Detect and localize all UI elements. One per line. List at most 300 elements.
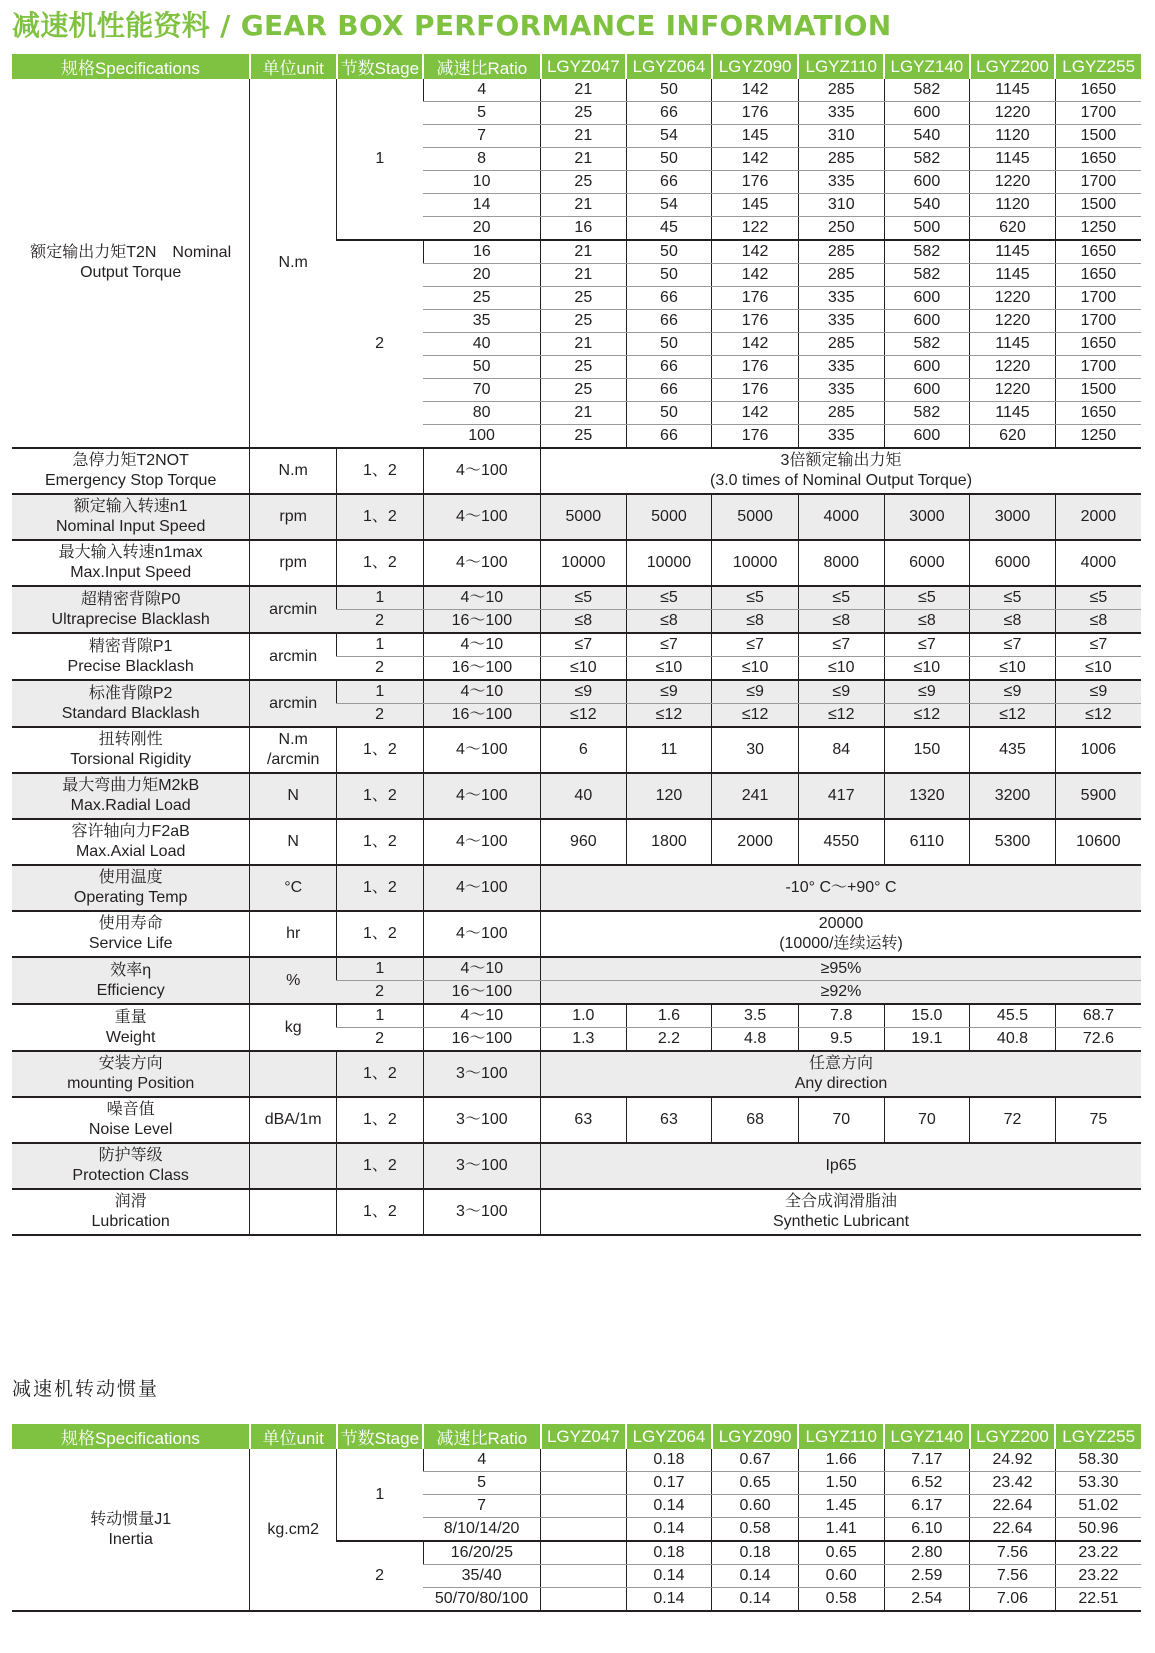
value-cell: 40 bbox=[541, 773, 627, 819]
spec-label-line: Protection Class bbox=[72, 1167, 189, 1184]
value-cell: 25 bbox=[541, 171, 627, 194]
ratio-cell: 50/70/80/100 bbox=[423, 1588, 540, 1612]
column-header: LGYZ140 bbox=[884, 54, 970, 79]
inertia-title: 减速机转动惯量 bbox=[12, 1378, 160, 1400]
column-header: LGYZ090 bbox=[712, 54, 799, 79]
ratio-cell: 80 bbox=[423, 402, 540, 425]
value-cell: 600 bbox=[884, 102, 970, 125]
value-cell: 66 bbox=[626, 310, 712, 333]
value-cell: 51.02 bbox=[1055, 1495, 1141, 1518]
value-cell bbox=[541, 911, 1141, 957]
value-cell: 310 bbox=[798, 125, 884, 148]
value-cell: 435 bbox=[970, 727, 1056, 773]
value-cell: 5000 bbox=[712, 494, 799, 540]
value-cell: 176 bbox=[712, 379, 799, 402]
unit-cell bbox=[250, 1143, 337, 1189]
value-cell bbox=[541, 1051, 1141, 1097]
spec-label-line: 效率η bbox=[110, 961, 152, 979]
value-cell: 0.14 bbox=[626, 1518, 712, 1542]
spec-label-line: Standard Blacklash bbox=[61, 704, 200, 722]
value-cell: 50 bbox=[626, 264, 712, 287]
spec-label-line: Max.Axial Load bbox=[75, 843, 186, 860]
value-cell: 241 bbox=[712, 773, 799, 819]
value-cell: 0.65 bbox=[798, 1541, 884, 1565]
value-cell: 582 bbox=[884, 333, 970, 356]
stage-cell: 1、2 bbox=[337, 819, 424, 865]
value-cell: 142 bbox=[712, 148, 799, 171]
value-cell: 1.66 bbox=[798, 1449, 884, 1472]
value-cell: 0.65 bbox=[712, 1472, 799, 1495]
value-cell: ≤8 bbox=[712, 610, 799, 634]
value-cell: 40.8 bbox=[970, 1028, 1056, 1052]
value-cell: ≤9 bbox=[541, 680, 627, 704]
value-cell: ≤10 bbox=[884, 657, 970, 681]
value-cell-line: 20000 bbox=[818, 915, 864, 932]
value-cell: 600 bbox=[884, 287, 970, 310]
value-cell: ≤12 bbox=[541, 704, 627, 728]
value-cell: 0.14 bbox=[712, 1588, 799, 1612]
ratio-cell: 100 bbox=[423, 425, 540, 449]
value-cell: 1145 bbox=[970, 333, 1056, 356]
ratio-cell: 40 bbox=[423, 333, 540, 356]
spec-label-line: 容许轴向力F2aB bbox=[71, 823, 190, 840]
value-cell: ≤9 bbox=[712, 680, 799, 704]
value-cell: 0.58 bbox=[798, 1588, 884, 1612]
value-cell: 1650 bbox=[1055, 79, 1141, 102]
ratio-cell: 4～100 bbox=[423, 727, 540, 773]
unit-cell: rpm bbox=[250, 540, 337, 586]
value-cell: 1700 bbox=[1055, 310, 1141, 333]
value-cell: ≤12 bbox=[798, 704, 884, 728]
ratio-cell: 10 bbox=[423, 171, 540, 194]
ratio-cell: 8 bbox=[423, 148, 540, 171]
value-cell: ≤9 bbox=[884, 680, 970, 704]
value-cell: ≤10 bbox=[541, 657, 627, 681]
table-row bbox=[12, 540, 1141, 586]
value-cell: 620 bbox=[970, 217, 1056, 241]
value-cell bbox=[541, 1189, 1141, 1235]
value-cell: 176 bbox=[712, 171, 799, 194]
value-cell: 5000 bbox=[541, 494, 627, 540]
value-cell: 6000 bbox=[970, 540, 1056, 586]
spec-label-line: Efficiency bbox=[96, 981, 165, 999]
ratio-cell: 16～100 bbox=[423, 981, 540, 1005]
value-cell: 7.56 bbox=[970, 1541, 1056, 1565]
value-cell: ≤5 bbox=[541, 586, 627, 610]
spec-label-line: 安装方向 bbox=[98, 1055, 163, 1072]
value-cell: ≤12 bbox=[884, 704, 970, 728]
unit-cell: arcmin bbox=[250, 633, 337, 680]
value-cell-line: (3.0 times of Nominal Output Torque) bbox=[709, 472, 973, 489]
value-cell: 45.5 bbox=[970, 1004, 1056, 1028]
value-cell: ≤10 bbox=[798, 657, 884, 681]
value-cell: 3000 bbox=[970, 494, 1056, 540]
value-cell: 500 bbox=[884, 217, 970, 241]
stage-cell: 2 bbox=[337, 240, 424, 448]
value-cell: 285 bbox=[798, 264, 884, 287]
value-cell: 6.17 bbox=[884, 1495, 970, 1518]
value-cell: 285 bbox=[798, 79, 884, 102]
spec-label-line: Noise Level bbox=[88, 1121, 173, 1138]
value-cell bbox=[541, 1472, 627, 1495]
value-cell: 10600 bbox=[1055, 819, 1141, 865]
spec-label-line: 重量 bbox=[114, 1008, 147, 1026]
value-cell: ≤8 bbox=[884, 610, 970, 634]
value-cell: ≥92% bbox=[541, 981, 1141, 1005]
stage-cell: 2 bbox=[337, 657, 424, 681]
spec-label-line: Precise Blacklash bbox=[67, 657, 194, 675]
value-cell: 63 bbox=[626, 1097, 712, 1143]
value-cell: ≤10 bbox=[626, 657, 712, 681]
value-cell: 21 bbox=[541, 240, 627, 264]
spec-label bbox=[12, 1097, 250, 1143]
ratio-cell: 16～100 bbox=[423, 704, 540, 728]
ratio-cell: 4 bbox=[423, 79, 540, 102]
stage-cell: 1、2 bbox=[337, 448, 424, 494]
value-cell: 1700 bbox=[1055, 171, 1141, 194]
spec-label bbox=[12, 957, 250, 1004]
spec-label-line: Torsional Rigidity bbox=[70, 751, 192, 768]
value-cell: 1650 bbox=[1055, 148, 1141, 171]
value-cell bbox=[541, 1495, 627, 1518]
stage-cell: 1、2 bbox=[337, 1051, 424, 1097]
spec-label-line: Max.Radial Load bbox=[70, 797, 191, 814]
ratio-cell: 8/10/14/20 bbox=[423, 1518, 540, 1542]
value-cell: 1120 bbox=[970, 194, 1056, 217]
ratio-cell: 7 bbox=[423, 125, 540, 148]
value-cell: 2.59 bbox=[884, 1565, 970, 1588]
value-cell: 84 bbox=[798, 727, 884, 773]
stage-cell: 1 bbox=[337, 1449, 424, 1541]
ratio-cell: 25 bbox=[423, 287, 540, 310]
ratio-cell: 5 bbox=[423, 1472, 540, 1495]
ratio-cell: 35/40 bbox=[423, 1565, 540, 1588]
column-header: LGYZ090 bbox=[712, 1424, 799, 1449]
value-cell: ≤7 bbox=[712, 633, 799, 657]
value-cell: 0.67 bbox=[712, 1449, 799, 1472]
value-cell: 50 bbox=[626, 333, 712, 356]
value-cell: 1145 bbox=[970, 79, 1056, 102]
column-header: LGYZ064 bbox=[626, 1424, 712, 1449]
value-cell: 1.50 bbox=[798, 1472, 884, 1495]
column-header: 规格Specifications bbox=[12, 1424, 250, 1449]
value-cell: ≤8 bbox=[798, 610, 884, 634]
table-row bbox=[12, 865, 1141, 911]
spec-label-line: 使用温度 bbox=[98, 869, 163, 886]
table-row bbox=[12, 586, 1141, 610]
value-cell: 66 bbox=[626, 356, 712, 379]
value-cell: 1.6 bbox=[626, 1004, 712, 1028]
ratio-cell: 3～100 bbox=[423, 1097, 540, 1143]
value-cell: 1145 bbox=[970, 240, 1056, 264]
table-header bbox=[12, 54, 1141, 79]
column-header: LGYZ047 bbox=[541, 54, 627, 79]
value-cell-line: Synthetic Lubricant bbox=[772, 1213, 910, 1230]
value-cell: 142 bbox=[712, 333, 799, 356]
table-row bbox=[12, 1097, 1141, 1143]
unit-cell bbox=[250, 727, 337, 773]
column-header: LGYZ200 bbox=[970, 1424, 1056, 1449]
value-cell: 1320 bbox=[884, 773, 970, 819]
value-cell: 25 bbox=[541, 310, 627, 333]
ratio-cell: 3～100 bbox=[423, 1189, 540, 1235]
value-cell: 1220 bbox=[970, 287, 1056, 310]
value-cell: 3200 bbox=[970, 773, 1056, 819]
spec-label bbox=[12, 540, 250, 586]
value-cell: 30 bbox=[712, 727, 799, 773]
unit-cell: % bbox=[250, 957, 337, 1004]
table-row bbox=[12, 680, 1141, 704]
column-header: 节数Stage bbox=[337, 54, 424, 79]
ratio-cell: 4～10 bbox=[423, 680, 540, 704]
value-cell: 1145 bbox=[970, 402, 1056, 425]
value-cell: 145 bbox=[712, 125, 799, 148]
stage-cell: 2 bbox=[337, 981, 424, 1005]
stage-cell: 1、2 bbox=[337, 1097, 424, 1143]
spec-label-line: Output Torque bbox=[80, 264, 182, 281]
stage-cell: 1、2 bbox=[337, 1189, 424, 1235]
value-cell: 2.80 bbox=[884, 1541, 970, 1565]
value-cell: 1.0 bbox=[541, 1004, 627, 1028]
ratio-cell: 4～10 bbox=[423, 633, 540, 657]
value-cell: 4550 bbox=[798, 819, 884, 865]
ratio-cell: 35 bbox=[423, 310, 540, 333]
table-row bbox=[12, 957, 1141, 981]
ratio-cell: 14 bbox=[423, 194, 540, 217]
ratio-cell: 16/20/25 bbox=[423, 1541, 540, 1565]
value-cell: 1650 bbox=[1055, 402, 1141, 425]
value-cell: ≤12 bbox=[970, 704, 1056, 728]
value-cell: 6 bbox=[541, 727, 627, 773]
value-cell: 7.17 bbox=[884, 1449, 970, 1472]
value-cell: 1145 bbox=[970, 264, 1056, 287]
value-cell: 1120 bbox=[970, 125, 1056, 148]
column-header: LGYZ140 bbox=[884, 1424, 970, 1449]
spec-label bbox=[12, 633, 250, 680]
spec-label bbox=[12, 1189, 250, 1235]
spec-label-line: Operating Temp bbox=[73, 889, 188, 906]
value-cell: -10° C～+90° C bbox=[541, 865, 1141, 911]
value-cell: 0.18 bbox=[626, 1449, 712, 1472]
value-cell: 1700 bbox=[1055, 102, 1141, 125]
value-cell: ≤9 bbox=[798, 680, 884, 704]
value-cell: 1220 bbox=[970, 356, 1056, 379]
value-cell: 0.14 bbox=[712, 1565, 799, 1588]
value-cell: ≤7 bbox=[541, 633, 627, 657]
value-cell: 21 bbox=[541, 402, 627, 425]
spec-label-line: 额定输入转速n1 bbox=[73, 498, 188, 515]
value-cell: 10000 bbox=[541, 540, 627, 586]
column-header: 减速比Ratio bbox=[423, 54, 540, 79]
spec-label bbox=[12, 1004, 250, 1051]
column-header: 节数Stage bbox=[337, 1424, 424, 1449]
unit-cell: arcmin bbox=[250, 586, 337, 633]
value-cell: 8000 bbox=[798, 540, 884, 586]
stage-cell: 1 bbox=[337, 79, 424, 240]
value-cell-line: (10000/连续运转) bbox=[779, 935, 903, 952]
spec-label-line: 标准背隙P2 bbox=[88, 684, 173, 702]
value-cell: 2.54 bbox=[884, 1588, 970, 1612]
stage-cell: 1 bbox=[337, 957, 424, 981]
value-cell: 600 bbox=[884, 356, 970, 379]
value-cell-line: 3倍额定输出力矩 bbox=[780, 452, 902, 469]
spec-label bbox=[12, 911, 250, 957]
ratio-cell: 16～100 bbox=[423, 610, 540, 634]
spec-label bbox=[12, 494, 250, 540]
value-cell: 2000 bbox=[712, 819, 799, 865]
stage-cell: 2 bbox=[337, 1028, 424, 1052]
spec-label bbox=[12, 773, 250, 819]
ratio-cell: 20 bbox=[423, 264, 540, 287]
value-cell: 3.5 bbox=[712, 1004, 799, 1028]
table-row bbox=[12, 1004, 1141, 1028]
value-cell: 2.2 bbox=[626, 1028, 712, 1052]
ratio-cell: 4～100 bbox=[423, 494, 540, 540]
spec-label-line: Weight bbox=[105, 1028, 156, 1046]
ratio-cell: 70 bbox=[423, 379, 540, 402]
value-cell: Ip65 bbox=[541, 1143, 1141, 1189]
value-cell: ≤10 bbox=[712, 657, 799, 681]
value-cell: 70 bbox=[884, 1097, 970, 1143]
value-cell: 176 bbox=[712, 425, 799, 449]
value-cell: 1220 bbox=[970, 310, 1056, 333]
value-cell: 0.14 bbox=[626, 1588, 712, 1612]
value-cell: 66 bbox=[626, 102, 712, 125]
value-cell: 21 bbox=[541, 79, 627, 102]
table-row bbox=[12, 1449, 1141, 1472]
column-header: LGYZ200 bbox=[970, 54, 1056, 79]
value-cell: 25 bbox=[541, 379, 627, 402]
value-cell: 58.30 bbox=[1055, 1449, 1141, 1472]
stage-cell: 1、2 bbox=[337, 494, 424, 540]
value-cell: 54 bbox=[626, 125, 712, 148]
value-cell: ≤8 bbox=[1055, 610, 1141, 634]
spec-label-line: mounting Position bbox=[67, 1075, 195, 1092]
value-cell: ≤9 bbox=[626, 680, 712, 704]
value-cell: 6.52 bbox=[884, 1472, 970, 1495]
value-cell: 582 bbox=[884, 264, 970, 287]
value-cell: 66 bbox=[626, 379, 712, 402]
stage-cell: 1 bbox=[337, 633, 424, 657]
value-cell: 540 bbox=[884, 194, 970, 217]
value-cell: 0.18 bbox=[626, 1541, 712, 1565]
value-cell: 53.30 bbox=[1055, 1472, 1141, 1495]
value-cell: 16 bbox=[541, 217, 627, 241]
value-cell: 1650 bbox=[1055, 240, 1141, 264]
unit-cell-line: /arcmin bbox=[266, 751, 320, 768]
value-cell: 1.3 bbox=[541, 1028, 627, 1052]
ratio-cell: 3～100 bbox=[423, 1143, 540, 1189]
value-cell: ≤5 bbox=[712, 586, 799, 610]
ratio-cell: 4～10 bbox=[423, 586, 540, 610]
column-header: LGYZ064 bbox=[626, 54, 712, 79]
value-cell: 6.10 bbox=[884, 1518, 970, 1542]
value-cell: 335 bbox=[798, 425, 884, 449]
value-cell: 75 bbox=[1055, 1097, 1141, 1143]
spec-label-line: 防护等级 bbox=[98, 1147, 163, 1164]
stage-cell: 1 bbox=[337, 1004, 424, 1028]
value-cell: ≤8 bbox=[970, 610, 1056, 634]
value-cell: 0.18 bbox=[712, 1541, 799, 1565]
value-cell: 150 bbox=[884, 727, 970, 773]
value-cell: ≤7 bbox=[1055, 633, 1141, 657]
spec-label-line: 润滑 bbox=[114, 1193, 147, 1210]
value-cell: 1500 bbox=[1055, 194, 1141, 217]
unit-cell bbox=[250, 1051, 337, 1097]
unit-cell: arcmin bbox=[250, 680, 337, 727]
value-cell: 582 bbox=[884, 79, 970, 102]
value-cell: ≤9 bbox=[970, 680, 1056, 704]
value-cell: 582 bbox=[884, 402, 970, 425]
value-cell: 0.14 bbox=[626, 1495, 712, 1518]
value-cell: 582 bbox=[884, 240, 970, 264]
value-cell: ≤5 bbox=[884, 586, 970, 610]
spec-label bbox=[12, 448, 250, 494]
value-cell: 50 bbox=[626, 240, 712, 264]
value-cell: 7.8 bbox=[798, 1004, 884, 1028]
value-cell: 1145 bbox=[970, 148, 1056, 171]
value-cell: 25 bbox=[541, 356, 627, 379]
value-cell: 1650 bbox=[1055, 264, 1141, 287]
column-header: LGYZ110 bbox=[798, 54, 884, 79]
unit-cell: N bbox=[250, 773, 337, 819]
value-cell: 285 bbox=[798, 402, 884, 425]
unit-cell: hr bbox=[250, 911, 337, 957]
value-cell: ≤5 bbox=[626, 586, 712, 610]
value-cell: 25 bbox=[541, 287, 627, 310]
column-header: LGYZ110 bbox=[798, 1424, 884, 1449]
value-cell-line: Any direction bbox=[794, 1075, 888, 1092]
value-cell: 5000 bbox=[626, 494, 712, 540]
spec-label-line: Service Life bbox=[88, 935, 173, 952]
value-cell: 176 bbox=[712, 287, 799, 310]
value-cell: 620 bbox=[970, 425, 1056, 449]
value-cell: ≤7 bbox=[884, 633, 970, 657]
spec-label-line: 噪音值 bbox=[106, 1101, 155, 1118]
stage-cell: 1、2 bbox=[337, 727, 424, 773]
value-cell: 0.60 bbox=[712, 1495, 799, 1518]
value-cell: 417 bbox=[798, 773, 884, 819]
spec-label-line: 超精密背隙P0 bbox=[80, 590, 181, 608]
value-cell: 176 bbox=[712, 102, 799, 125]
value-cell: 50 bbox=[626, 148, 712, 171]
ratio-cell: 4～100 bbox=[423, 773, 540, 819]
value-cell: 600 bbox=[884, 171, 970, 194]
ratio-cell: 4～100 bbox=[423, 819, 540, 865]
value-cell: 335 bbox=[798, 379, 884, 402]
spec-label-line: Emergency Stop Torque bbox=[44, 472, 217, 489]
table-row bbox=[12, 1143, 1141, 1189]
value-cell: 1006 bbox=[1055, 727, 1141, 773]
value-cell: ≤7 bbox=[970, 633, 1056, 657]
ratio-cell: 16～100 bbox=[423, 1028, 540, 1052]
value-cell: 1.41 bbox=[798, 1518, 884, 1542]
value-cell: 50 bbox=[626, 402, 712, 425]
value-cell: 3000 bbox=[884, 494, 970, 540]
value-cell: 6110 bbox=[884, 819, 970, 865]
value-cell: ≥95% bbox=[541, 957, 1141, 981]
unit-cell: N.m bbox=[250, 79, 337, 448]
value-cell: 0.60 bbox=[798, 1565, 884, 1588]
value-cell: 0.14 bbox=[626, 1565, 712, 1588]
value-cell: 285 bbox=[798, 240, 884, 264]
unit-cell: N bbox=[250, 819, 337, 865]
value-cell: ≤10 bbox=[1055, 657, 1141, 681]
value-cell: 0.17 bbox=[626, 1472, 712, 1495]
value-cell: 21 bbox=[541, 125, 627, 148]
value-cell: 24.92 bbox=[970, 1449, 1056, 1472]
value-cell: 15.0 bbox=[884, 1004, 970, 1028]
